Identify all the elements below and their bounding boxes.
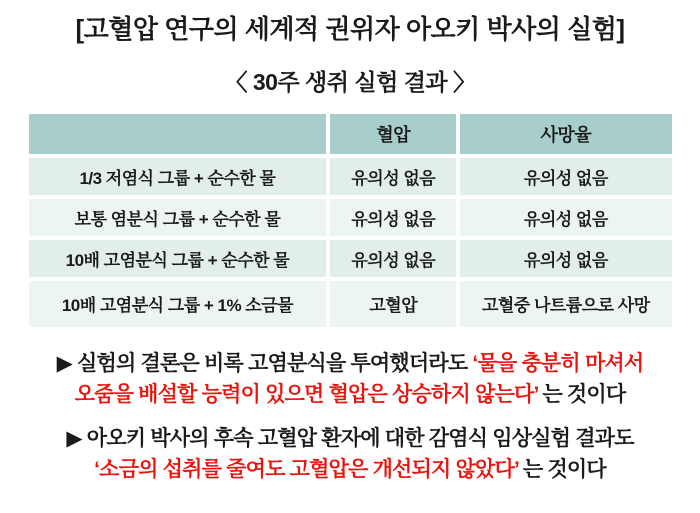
page-title: [고혈압 연구의 세계적 권위자 아오키 박사의 실험] [75, 14, 625, 44]
conclusions-section [0, 348, 700, 485]
conclusion-2 [10, 423, 690, 485]
table-header-empty [29, 114, 327, 154]
table-row [29, 158, 672, 195]
table-header-blood-pressure: 혈압 [330, 114, 456, 154]
table-header-mortality: 사망율 [460, 114, 671, 154]
conclusion-1-line2-highlight: 오줌을 배설할 능력이 있으면 혈압은 상승하지 않는다’ [74, 382, 538, 406]
mortality-cell: 유의성 없음 [460, 240, 671, 277]
conclusion-2-line2-black: 는 것이다 [518, 457, 606, 481]
blood-pressure-cell: 고혈압 [330, 281, 456, 327]
experiment-results-table [25, 110, 676, 331]
conclusion-1-line1-highlight: ‘물을 충분히 마셔서 [472, 351, 644, 375]
arrow-bullet-icon: ▶ [66, 426, 82, 450]
table-row [29, 281, 672, 327]
table-header-row [29, 114, 672, 154]
conclusion-1-line1-black: 실험의 결론은 비록 고염분식을 투여했더라도 [71, 351, 473, 375]
group-cell: 10배 고염분식 그룹 + 순수한 물 [29, 240, 327, 277]
table-row [29, 199, 672, 236]
conclusion-1 [10, 348, 690, 410]
mortality-cell: 유의성 없음 [460, 158, 671, 195]
arrow-bullet-icon: ▶ [56, 351, 72, 375]
group-cell: 보통 염분식 그룹 + 순수한 물 [29, 199, 327, 236]
mortality-cell: 고혈중 나트륨으로 사망 [460, 281, 671, 327]
table-row [29, 240, 672, 277]
blood-pressure-cell: 유의성 없음 [330, 240, 456, 277]
group-cell: 1/3 저염식 그룹 + 순수한 물 [29, 158, 327, 195]
experiment-subtitle: 〈 30주 생쥐 실험 결과 〉 [224, 69, 476, 96]
group-cell: 10배 고염분식 그룹 + 1% 소금물 [29, 281, 327, 327]
conclusion-2-line1-black: 아오키 박사의 후속 고혈압 환자에 대한 감염식 임상실험 결과도 [81, 426, 634, 450]
blood-pressure-cell: 유의성 없음 [330, 158, 456, 195]
conclusion-2-line2-highlight: ‘소금의 섭취를 줄여도 고혈압은 개선되지 않았다’ [94, 457, 519, 481]
mortality-cell: 유의성 없음 [460, 199, 671, 236]
conclusion-1-line2-black: 는 것이다 [537, 382, 626, 406]
blood-pressure-cell: 유의성 없음 [330, 199, 456, 236]
